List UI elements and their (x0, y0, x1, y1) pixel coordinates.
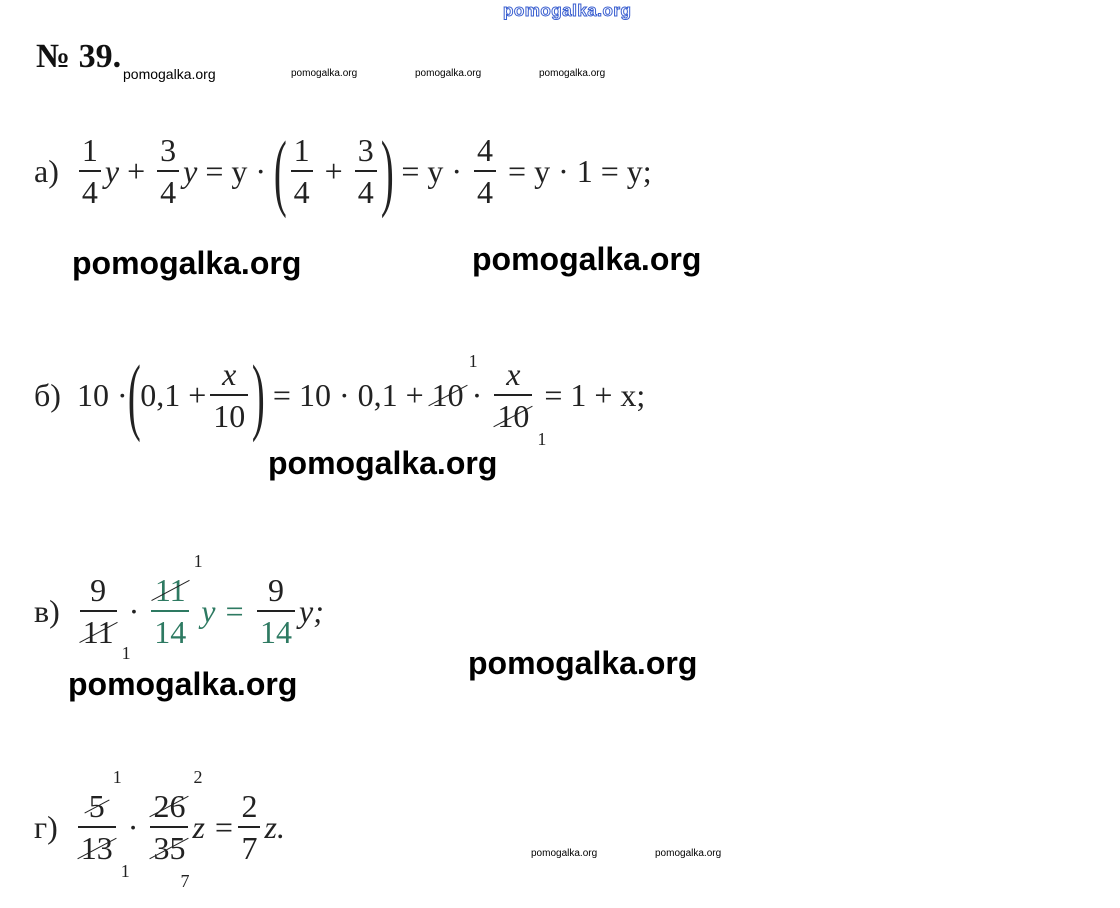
reduced-value: 1 (537, 429, 547, 449)
watermark: pomogalka.org (539, 68, 606, 79)
watermark: pomogalka.org (268, 445, 498, 481)
reduced-value: 1 (112, 767, 122, 787)
fraction: 26 2 35 7 (150, 790, 188, 864)
fraction: 1 11 14 (151, 574, 189, 648)
watermark: pomogalka.org (72, 245, 302, 281)
fraction: x 10 1 (494, 358, 532, 432)
operator: = y · (401, 152, 463, 189)
result: z. (264, 808, 285, 845)
reduced-value: 1 (121, 643, 131, 663)
reduced-value: 2 (193, 767, 203, 787)
watermark: pomogalka.org (531, 848, 598, 859)
fraction: $\frac{9}{14}$ (257, 574, 295, 648)
expression: = 10 · 0,1 + (272, 376, 424, 413)
result: = 1 + x; (544, 376, 646, 413)
equation-d (34, 767, 285, 891)
equation-b (34, 347, 653, 449)
fraction: $\frac{1}{4}$ (79, 134, 101, 208)
operator: = y · (205, 152, 267, 189)
fraction: 9 11 1 (80, 574, 117, 648)
struck-number: 10 (431, 376, 464, 413)
watermark: pomogalka.org (655, 848, 722, 859)
watermark-top: pomogalka.org (503, 1, 632, 20)
operator: z = (192, 808, 235, 845)
operator: + (127, 152, 146, 189)
fraction: $\frac{2}{7}$ (238, 790, 260, 864)
fraction: 1 5 13 1 (78, 790, 116, 864)
left-paren: ( (273, 123, 287, 219)
expression: 10 · (76, 376, 128, 413)
watermark: pomogalka.org (68, 666, 298, 702)
fraction: $\frac{x}{10}$ (210, 358, 248, 432)
operator: · (471, 376, 483, 413)
fraction: $\frac{3}{4}$ (157, 134, 179, 208)
right-paren: ) (252, 347, 266, 443)
fraction: $\frac{4}{4}$ (474, 134, 496, 208)
expression: 0,1 + (140, 376, 207, 413)
right-paren: ) (380, 123, 394, 219)
equation-c (34, 551, 324, 663)
watermark: pomogalka.org (291, 68, 358, 79)
item-label-d: г) (34, 808, 58, 845)
operator: · (128, 592, 140, 629)
reduced-value: 1 (193, 551, 203, 571)
watermark: pomogalka.org (123, 66, 216, 82)
fraction: $\frac{3}{4}$ (355, 134, 377, 208)
operator: y = (201, 592, 246, 629)
left-paren: ( (127, 347, 141, 443)
operator: + (324, 152, 343, 189)
operator: · (127, 808, 139, 845)
reduced-value: 1 (120, 861, 130, 881)
variable: y (104, 152, 120, 189)
result: y; (299, 592, 324, 629)
result: = y · 1 = y; (508, 152, 652, 189)
item-label-b: б) (34, 376, 61, 413)
watermark: pomogalka.org (468, 645, 698, 681)
item-label-a: а) (34, 152, 59, 189)
reduced-value: 7 (180, 871, 190, 891)
fraction: $\frac{1}{4}$ (291, 134, 313, 208)
problem-title: № 39. (36, 38, 122, 75)
watermark: pomogalka.org (472, 241, 702, 277)
equation-a (34, 123, 660, 219)
watermark: pomogalka.org (415, 68, 482, 79)
reduced-value: 1 (468, 350, 478, 371)
variable: y (183, 152, 198, 189)
item-label-c: в) (34, 592, 60, 629)
